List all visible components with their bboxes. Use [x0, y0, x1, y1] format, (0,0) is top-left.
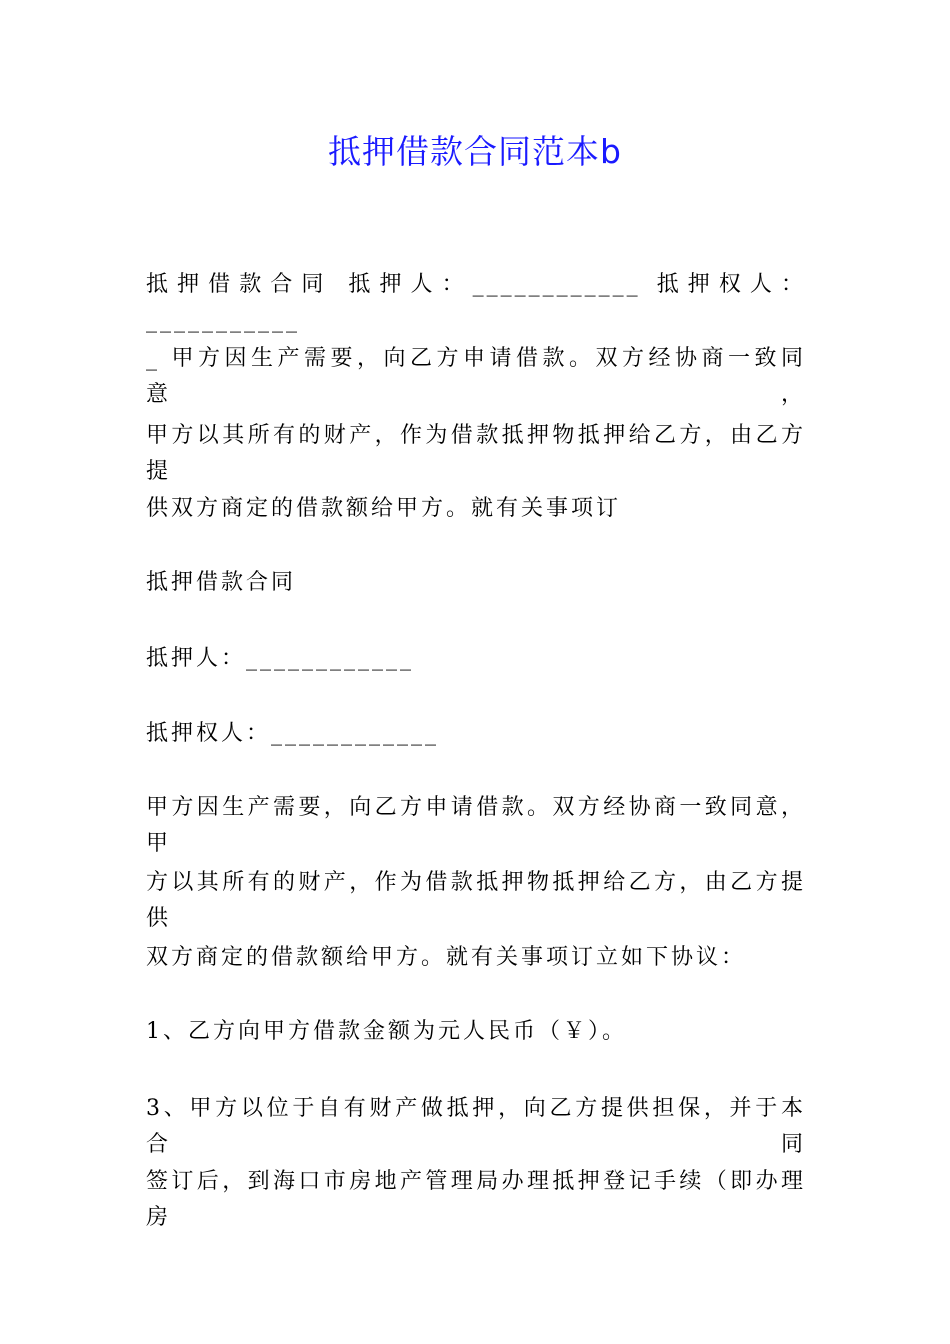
body-line: 甲方以其所有的财产，作为借款抵押物抵押给乙方，由乙方提: [146, 423, 806, 484]
mortgagor-line: 抵押人：____________: [146, 646, 415, 671]
body-line: 抵押借款合同 抵押人：____________ 抵押权人：___________: [146, 272, 806, 333]
body-line: _ 甲方因生产需要，向乙方申请借款。双方经协商一致同意，: [146, 346, 806, 407]
mortgagee-line: 抵押权人：____________: [146, 721, 440, 746]
clause-1: 1、乙方向甲方借款金额为元人民币（￥）。: [146, 1019, 627, 1044]
section-heading: 抵押借款合同: [146, 570, 297, 595]
body-line: 双方商定的借款额给甲方。就有关事项订立如下协议：: [146, 945, 747, 970]
body-line: 供双方商定的借款额给甲方。就有关事项订: [146, 496, 622, 521]
clause-3: 3、甲方以位于自有财产做抵押，向乙方提供担保，并于本合同: [146, 1096, 806, 1157]
document-title: 抵押借款合同范本b: [328, 132, 622, 171]
body-line: 方以其所有的财产，作为借款抵押物抵押给乙方，由乙方提供: [146, 870, 806, 931]
body-line: 签订后，到海口市房地产管理局办理抵押登记手续（即办理房: [146, 1169, 806, 1230]
body-line: 甲方因生产需要，向乙方申请借款。双方经协商一致同意，甲: [146, 795, 806, 856]
